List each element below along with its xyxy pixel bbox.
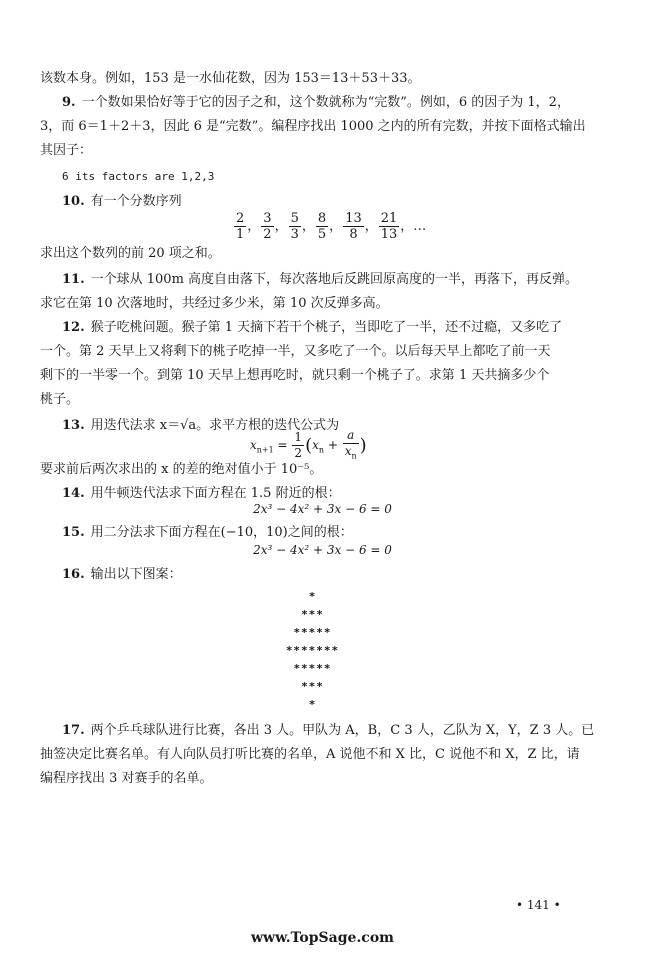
star-pattern xyxy=(0,588,625,714)
site-footer: www.TopSage.com xyxy=(251,930,394,946)
problem-number: 16. xyxy=(62,567,85,582)
separator: ， xyxy=(274,219,288,234)
denominator: 2 xyxy=(263,227,272,242)
pattern-row: * xyxy=(308,590,317,603)
text-line: 要求前后两次求出的 x 的差的绝对值小于 10⁻⁵。 xyxy=(40,462,323,477)
equation: 2x³ − 4x² + 3x − 6 = 0 xyxy=(253,502,392,516)
fraction xyxy=(289,211,301,242)
text-line: 其因子： xyxy=(40,143,93,158)
equation: 2x³ − 4x² + 3x − 6 = 0 xyxy=(253,543,392,557)
denominator: 5 xyxy=(317,227,327,242)
numerator: 21 xyxy=(380,211,398,226)
problem-11 xyxy=(62,271,622,289)
problem-number: 15. xyxy=(62,525,85,540)
denominator: 1 xyxy=(236,227,245,242)
problem-number: 13. xyxy=(62,418,85,433)
denominator: 13 xyxy=(380,227,398,242)
pattern-row: ***** xyxy=(293,662,332,675)
numerator: 5 xyxy=(290,211,299,226)
text-line: 一个球从 100m 高度自由落下，每次落地后反跳回原高度的一半，再落下，再反弹。 xyxy=(90,272,579,287)
pattern-row: ******* xyxy=(285,644,340,657)
a-over-xn-fraction: $\frac{a}{x_n}$ xyxy=(344,428,357,461)
text-line: 输出以下图案： xyxy=(90,567,182,582)
fraction xyxy=(379,211,400,242)
numerator: 3 xyxy=(263,211,272,226)
fraction xyxy=(234,211,246,242)
page-number: • 141 • xyxy=(516,898,561,912)
text-line: 编程序找出 3 对赛手的名单。 xyxy=(40,771,213,786)
problem-9 xyxy=(62,94,622,112)
fraction xyxy=(261,211,273,242)
numerator: 8 xyxy=(317,211,327,226)
text-line: 有一个分数序列 xyxy=(90,194,182,209)
separator: ， xyxy=(301,219,315,234)
separator: ， xyxy=(364,219,378,234)
problem-number: 10. xyxy=(62,194,85,209)
problem-number: 9. xyxy=(62,95,76,110)
code-sample: 6 its factors are 1,2,3 xyxy=(62,170,215,183)
problem-number: 17. xyxy=(62,723,85,738)
text-line: 两个乒乓球队进行比赛，各出 3 人。甲队为 A，B，C 3 人，乙队为 X，Y，Z 3 人。已 xyxy=(90,723,595,738)
text-line: 抽签决定比赛名单。有人向队员打听比赛的名单，A 说他不和 X 比，C 说他不和 X，Z 比，请 xyxy=(40,747,580,762)
pattern-row: *** xyxy=(301,680,324,693)
pattern-row: *** xyxy=(301,608,324,621)
fraction-sequence xyxy=(233,211,426,242)
pattern-row: * xyxy=(308,698,317,711)
denominator: 3 xyxy=(290,227,299,242)
text-line: 桃子。 xyxy=(40,392,80,407)
problem-number: 12. xyxy=(62,320,85,335)
text-line: 用二分法求下面方程在(−10，10)之间的根： xyxy=(90,525,353,540)
text-line: 一个。第 2 天早上又将剩下的桃子吃掉一半，又多吃了一个。以后每天早上都吃了前一天 xyxy=(40,344,551,359)
half-fraction: $\frac{1}{2}$ xyxy=(294,430,303,461)
problem-12 xyxy=(62,319,622,337)
iteration-formula: $x_{n+1}$ = $\frac{1}{2}$ ($x_n$ + $\frac{a}{x_n}$ ) xyxy=(250,428,367,463)
numerator: 13 xyxy=(345,211,362,226)
fraction xyxy=(343,211,364,242)
text-line: 一个数如果恰好等于它的因子之和，这个数就称为“完数”。例如，6 的因子为 1，2， xyxy=(81,95,570,110)
separator: ， xyxy=(247,219,261,234)
text-line: 用牛顿迭代法求下面方程在 1.5 附近的根： xyxy=(90,486,341,501)
problem-15 xyxy=(62,524,622,542)
text-line: 求出这个数列的前 20 项之和。 xyxy=(40,246,221,261)
text-line: 猴子吃桃问题。猴子第 1 天摘下若干个桃子，当即吃了一半，还不过瘾，又多吃了 xyxy=(90,320,563,335)
separator: ， xyxy=(329,219,343,234)
problem-number: 14. xyxy=(62,486,85,501)
text-line: 该数本身。例如，153 是一水仙花数，因为 153＝13＋53＋33。 xyxy=(40,71,421,86)
problem-17 xyxy=(62,722,622,740)
text-line: 用迭代法求 x＝√a。求平方根的迭代公式为 xyxy=(90,418,340,433)
denominator: 8 xyxy=(349,227,358,242)
problem-10 xyxy=(62,193,622,211)
text-line: 剩下的一半零一个。到第 10 天早上想再吃时，就只剩一个桃子了。求第 1 天共摘多少个 xyxy=(40,368,550,383)
text-line: 求它在第 10 次落地时，共经过多少米，第 10 次反弹多高。 xyxy=(40,296,389,311)
problem-16 xyxy=(62,566,622,584)
problem-14 xyxy=(62,485,622,503)
numerator: 2 xyxy=(236,211,245,226)
fraction xyxy=(316,211,328,242)
pattern-row: ***** xyxy=(293,626,332,639)
ellipsis: ，… xyxy=(400,219,427,234)
text-line: 3，而 6＝1＋2＋3，因此 6 是“完数”。编程序找出 1000 之内的所有完数，并按下面格式输出 xyxy=(40,119,586,134)
problem-number: 11. xyxy=(62,272,85,287)
